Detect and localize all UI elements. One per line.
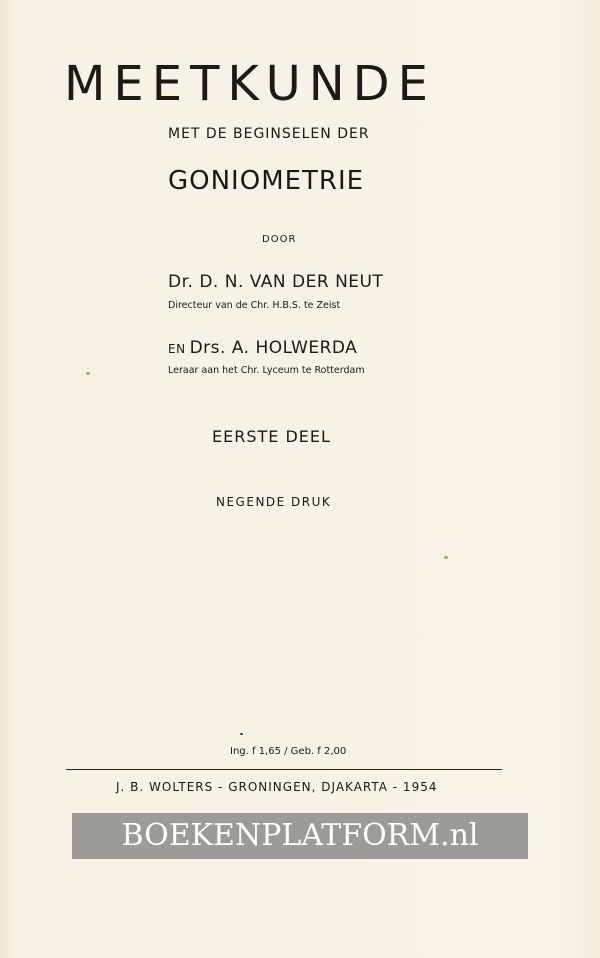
book-subtitle: MET DE BEGINSELEN DER — [168, 126, 370, 142]
author-2-prefix: EN — [168, 342, 186, 356]
volume-label: EERSTE DEEL — [212, 427, 331, 446]
publisher-line: J. B. WOLTERS - GRONINGEN, DJAKARTA - 1954 — [116, 780, 438, 794]
edition-label: NEGENDE DRUK — [216, 495, 332, 509]
book-title: MEETKUNDE — [64, 56, 436, 112]
divider-rule — [66, 769, 502, 770]
book-subject: GONIOMETRIE — [168, 166, 365, 196]
price-line: Ing. f 1,65 / Geb. f 2,00 — [230, 746, 347, 757]
paper-fleck — [240, 733, 243, 735]
author-2-name: Drs. A. HOLWERDA — [189, 338, 358, 358]
by-label: DOOR — [262, 234, 297, 245]
paper-fleck — [86, 372, 90, 375]
watermark-banner: BOEKENPLATFORM.nl — [72, 813, 528, 859]
author-1-role: Directeur van de Chr. H.B.S. te Zeist — [168, 300, 341, 311]
author-2-role: Leraar aan het Chr. Lyceum te Rotterdam — [168, 365, 365, 376]
author-2 — [168, 338, 357, 358]
paper-fleck — [444, 556, 448, 559]
author-1-name: Dr. D. N. VAN DER NEUT — [168, 272, 384, 292]
